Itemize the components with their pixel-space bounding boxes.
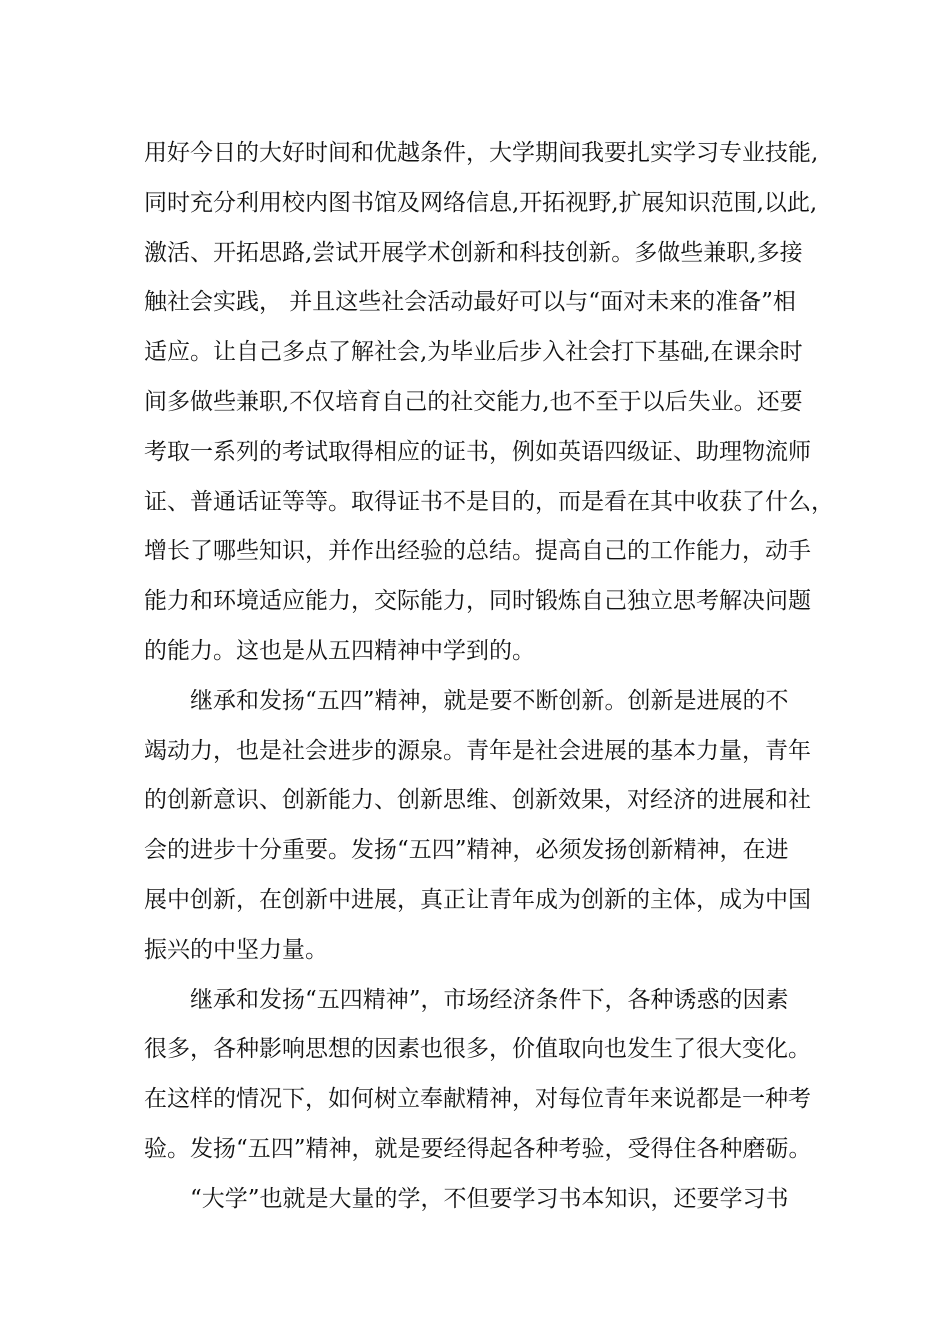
text-line: 用好今日的大好时间和优越条件，大学期间我要扎实学习专业技能, [144, 140, 819, 166]
text-line: 很多，各种影响思想的因素也很多，价值取向也发生了很大变化。 [144, 1036, 811, 1063]
text-line: 的能力。这也是从五四精神中学到的。 [144, 637, 535, 664]
text-line: 间多做些兼职,不仅培育自己的社交能力,也不至于以后失业。还要 [144, 388, 803, 415]
text-line: “大学”也就是大量的学，不但要学习书本知识，还要学习书 [190, 1185, 789, 1212]
text-line: 继承和发扬“五四精神”，市场经济条件下，各种诱惑的因素 [190, 986, 789, 1013]
text-line: 适应。让自己多点了解社会,为毕业后步入社会打下基础,在课余时 [144, 339, 803, 366]
text-line: 考取一系列的考试取得相应的证书，例如英语四级证、助理物流师 [144, 438, 811, 465]
text-line: 在这样的情况下，如何树立奉献精神，对每位青年来说都是一种考 [144, 1086, 811, 1113]
document-body [144, 129, 834, 1225]
text-line: 竭动力，也是社会进步的源泉。青年是社会进展的基本力量，青年 [144, 737, 811, 764]
text-line: 证、普通话证等等。取得证书不是目的，而是看在其中收获了什么， [144, 488, 834, 515]
text-line: 展中创新，在创新中进展，真正让青年成为创新的主体，成为中国 [144, 886, 811, 913]
text-line: 同时充分利用校内图书馆及网络信息,开拓视野,扩展知识范围,以此, [144, 189, 818, 216]
text-line: 增长了哪些知识，并作出经验的总结。提高自己的工作能力，动手 [144, 538, 811, 565]
text-line: 能力和环境适应能力，交际能力，同时锻炼自己独立思考解决问题 [144, 588, 811, 615]
text-line: 验。发扬“五四”精神，就是要经得起各种考验，受得住各种磨砺。 [144, 1135, 812, 1162]
text-line: 会的进步十分重要。发扬“五四”精神，必须发扬创新精神，在进 [144, 837, 789, 864]
text-line: 振兴的中坚力量。 [144, 936, 328, 963]
text-line: 激活、开拓思路,尝试开展学术创新和科技创新。多做些兼职,多接 [144, 239, 803, 266]
text-line: 的创新意识、创新能力、创新思维、创新效果，对经济的进展和社 [144, 787, 811, 814]
text-line: 触社会实践， 并且这些社会活动最好可以与“面对未来的准备”相 [144, 289, 796, 316]
text-line: 继承和发扬“五四”精神，就是要不断创新。创新是进展的不 [190, 687, 789, 714]
